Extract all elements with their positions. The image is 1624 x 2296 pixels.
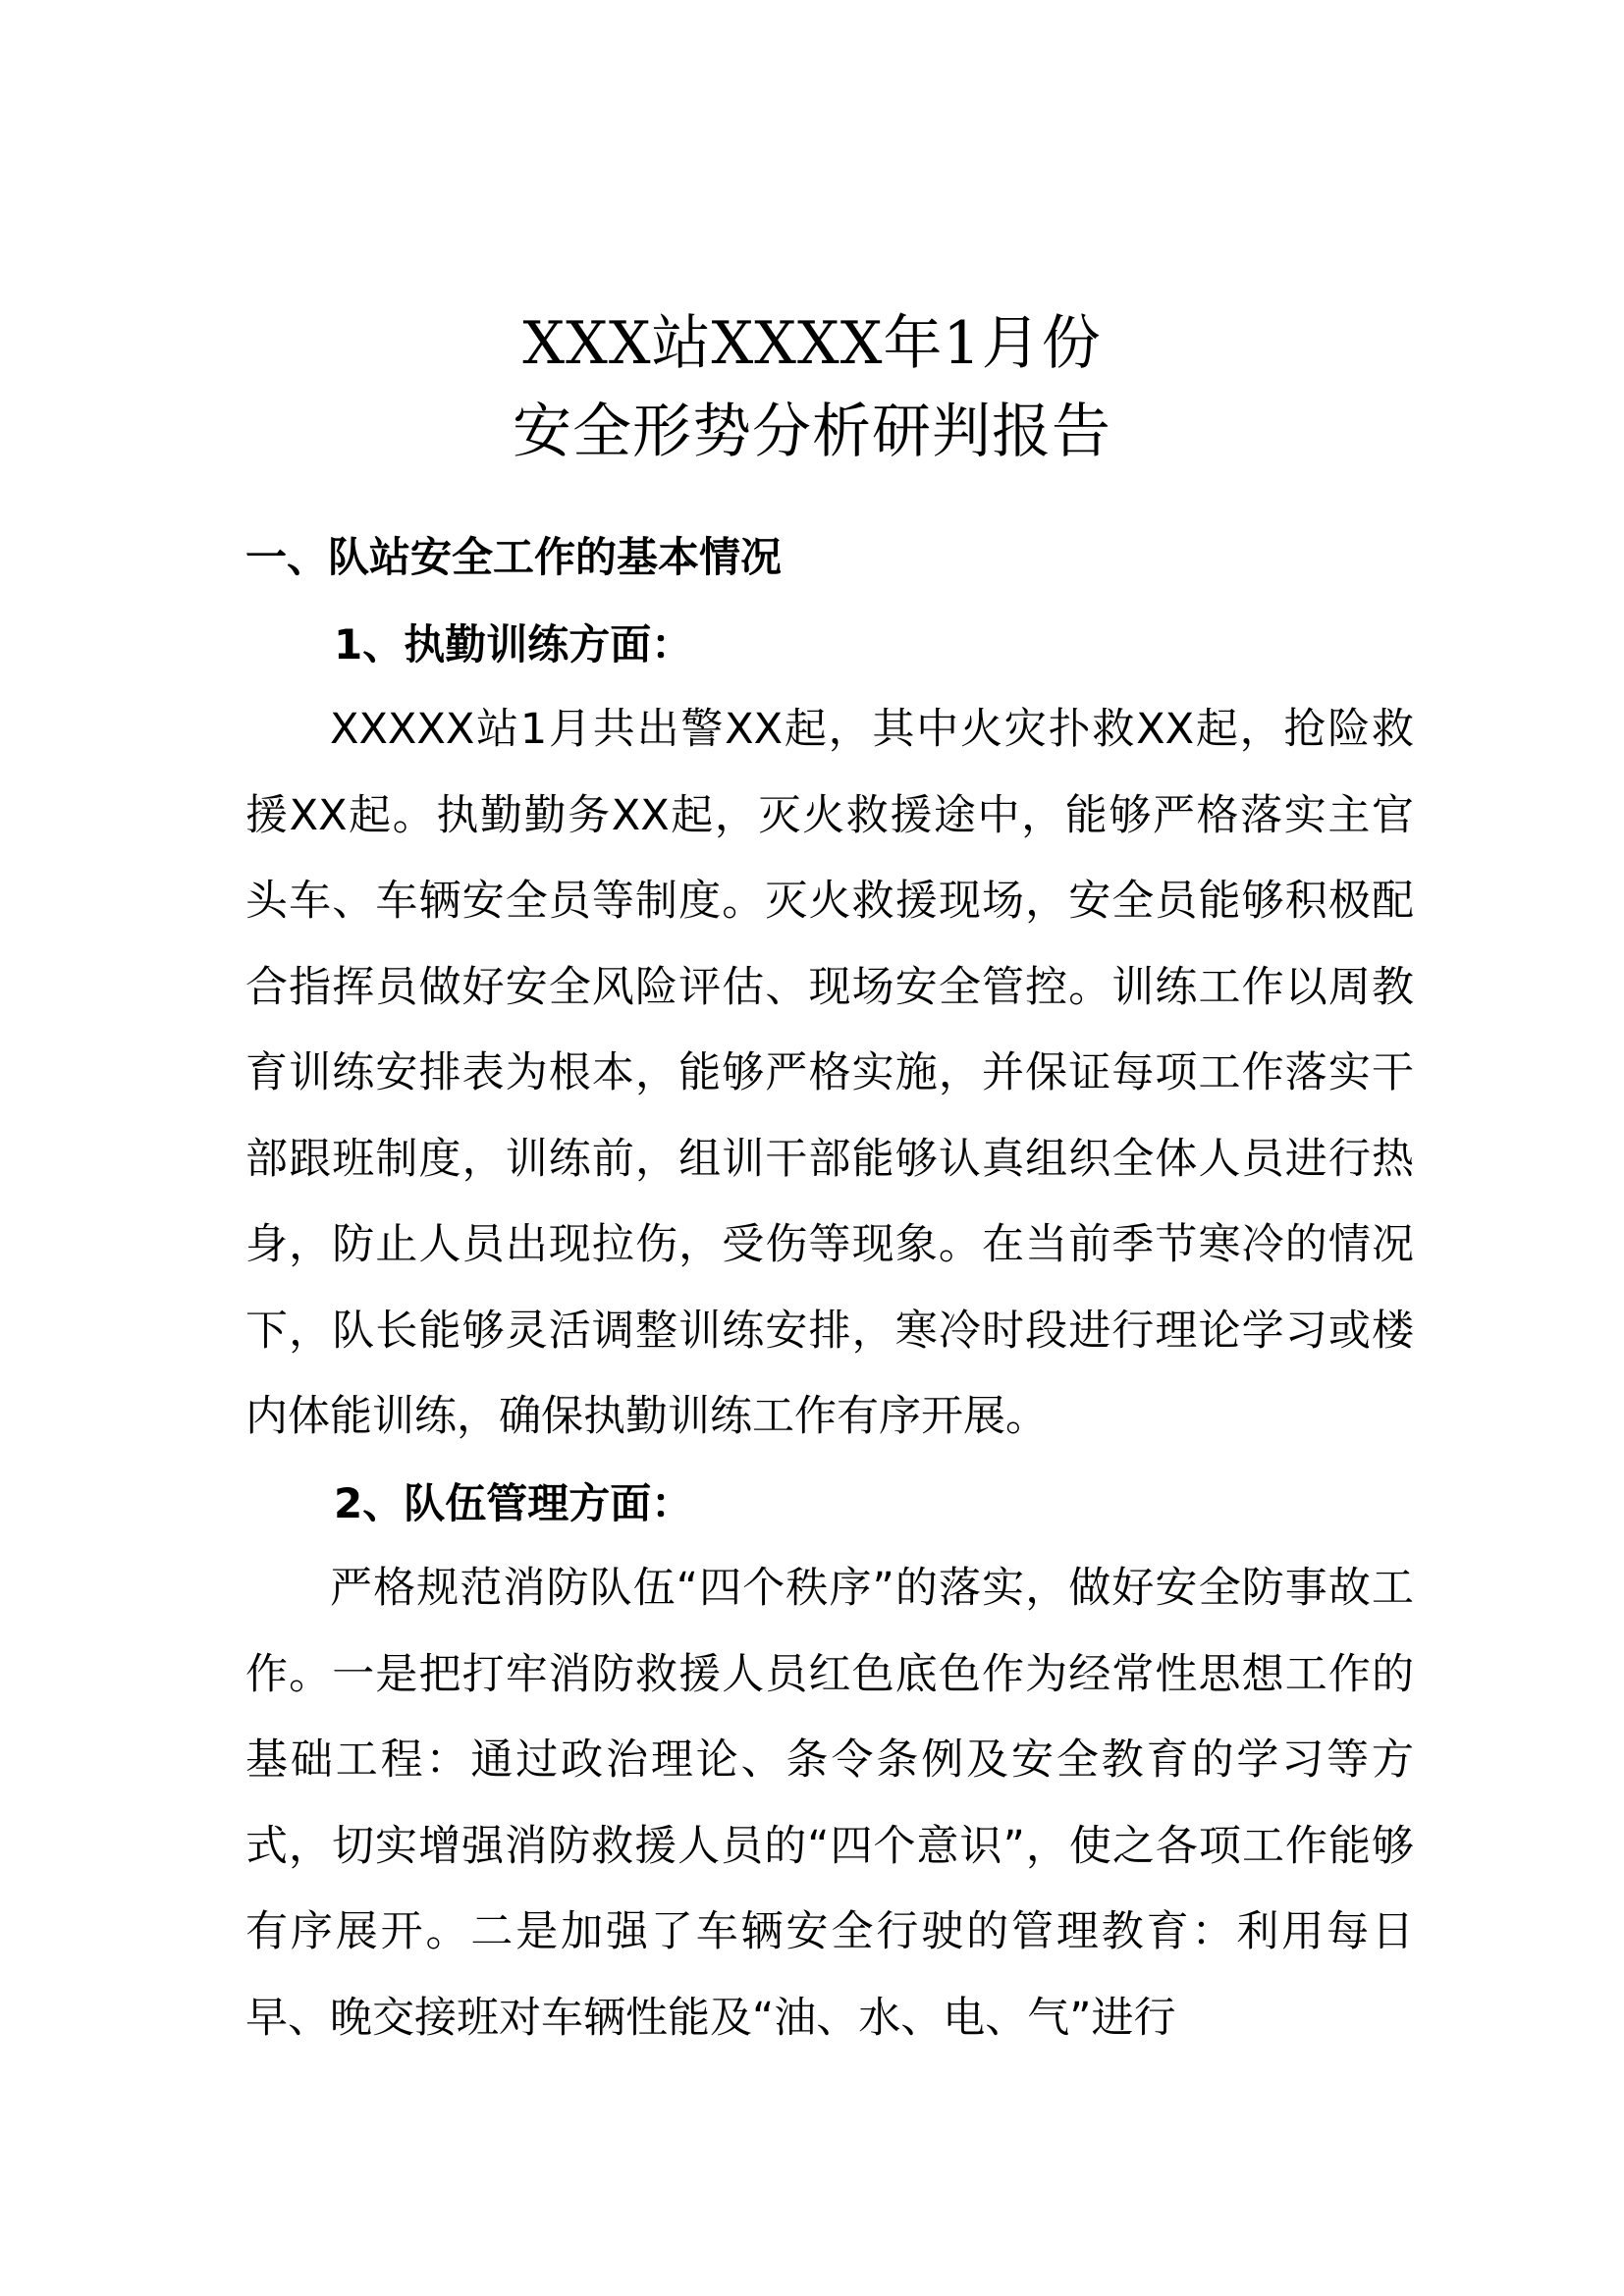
paragraph-team-management: 严格规范消防队伍“四个秩序”的落实，做好安全防事故工作。一是把打牢消防救援人员红色底色作为经常性思想工作的基础工程：通过政治理论、条令条例及安全教育的学习等方式，切实增强消防救援人员的“四个意识”，使之各项工作能够有序展开。二是加强了车辆安全行驶的管理教育：利用每日早、晚交接班对车辆性能及“油、水、电、气”进行 [245,1564,1414,2043]
document-title-line-1: XXX站XXXX年1月份 [522,309,1102,378]
subsection-heading-team-management: 2、队伍管理方面： [334,1479,693,1527]
paragraph-duty-training: XXXXX站1月共出警XX起，其中火灾扑救XX起，抢险救援XX起。执勤勤务XX起，灭火救援途中，能够严格落实主官头车、车辆安全员等制度。灭火救援现场，安全员能够积极配合指挥员做好安全风险评估、现场安全管控。训练工作以周教育训练安排表为根本，能够严格实施，并保证每项工作落实干部跟班制度，训练前，组训干部能够认真组织全体人员进行热身，防止人员出现拉伤，受伤等现象。在当前季节寒冷的情况下，队长能够灵活调整训练安排，寒冷时段进行理论学习或楼内体能训练，确保执勤训练工作有序开展。 [245,705,1414,1441]
section-heading-basic-situation: 一、队站安全工作的基本情况 [245,533,783,581]
subsection-heading-duty-training: 1、执勤训练方面： [334,620,693,668]
document-title-line-2: 安全形势分析研判报告 [513,398,1111,466]
